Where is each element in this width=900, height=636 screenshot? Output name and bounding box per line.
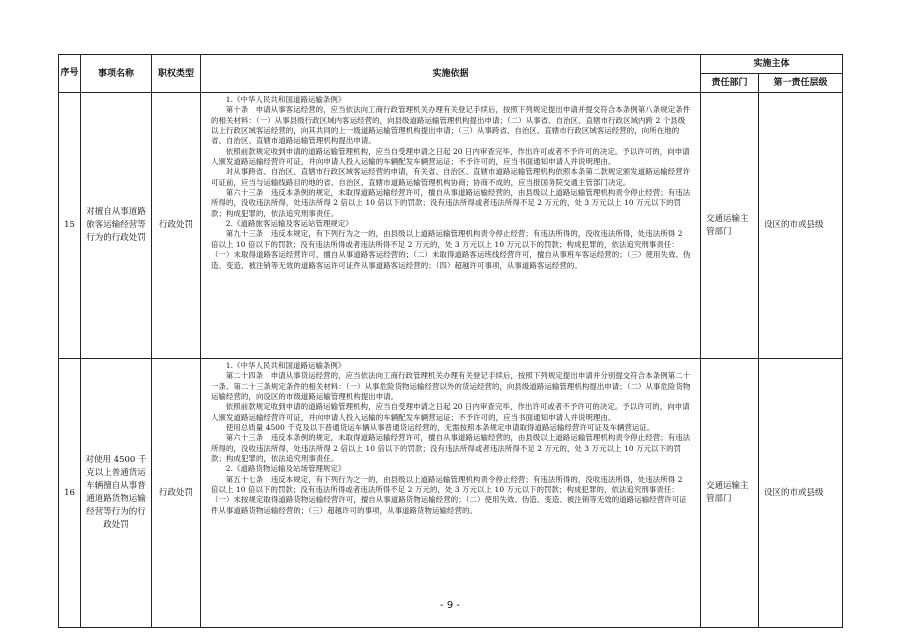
- row-no: 15: [59, 93, 81, 359]
- row-basis: [201, 93, 701, 359]
- basis-paragraph: 第二十四条 申请从事货运经营的，应当依法向工商行政管理机关办理有关登记手续后，按照下列规定提出申请并分别提交符合本条例第二十一条、第二十三条规定条件的相关材料：（一）从事危险货物运输经营以外的货运经营的，向县级道路运输管理机构提出申请；（二）从事危险货物运输经营的，向设区的市级道路运输管理机构提出申请。: [211, 371, 691, 402]
- row-level: 设区的市或县级: [759, 359, 843, 628]
- basis-paragraph: 2.《道路旅客运输及客运站管理规定》: [225, 219, 353, 229]
- basis-paragraph: 使用总质量 4500 千克及以下普通货运车辆从事普通货运经营的，无需按照本条规定申请取得道路运输经营许可证及车辆营运证。: [225, 423, 655, 433]
- table-row: [59, 93, 843, 359]
- header-level: 第一责任层级: [759, 74, 843, 93]
- header-type: 职权类型: [152, 55, 201, 93]
- row-name: 对擅自从事道路旅客运输经营等行为的行政处罚: [81, 93, 152, 359]
- basis-paragraph: 2.《道路货物运输及站场管理规定》: [225, 464, 346, 474]
- header-dept: 责任部门: [701, 74, 759, 93]
- basis-paragraph: 第九十三条 违反本规定，有下列行为之一的，由县级以上道路运输管理机构责令停止经营；有违法所得的，没收违法所得，处违法所得 2 倍以上 10 倍以下的罚款；没有违法所得或者违法所得不足 2 万元的，处 3 万元以上 10 万元以下的罚款；构成犯罪的，依法追究刑事责任：（一）未取得道路客运经营许可，擅自从事道路客运经营的；（二）未取得道路客运班线经营许可，擅自从事班车客运经营的；（三）使用失效、伪造、变造、被注销等无效的道路客运许可证件从事道路客运经营的；（四）超越许可事项，从事道路客运经营的。: [211, 229, 691, 270]
- basis-paragraph: 对从事跨省、自治区、直辖市行政区域客运经营的申请，有关省、自治区、直辖市道路运输管理机构依照本条第二款规定颁发道路运输经营许可证前，应当与运输线路目的地的省、自治区、直辖市道路运输管理机构协商；协商不成的，应当报国务院交通主管部门决定。: [211, 167, 691, 187]
- basis-paragraph: 1.《中华人民共和国道路运输条例》: [225, 95, 346, 104]
- header-no: 序号: [59, 55, 81, 93]
- row-no: 16: [59, 359, 81, 628]
- document-page: [58, 54, 842, 628]
- basis-paragraph: 1.《中华人民共和国道路运输条例》: [225, 361, 346, 370]
- basis-paragraph: 第六十三条 违反本条例的规定，未取得道路运输经营许可，擅自从事道路运输经营的，由县级以上道路运输管理机构责令停止经营；有违法所得的，没收违法所得，处违法所得 2 倍以上 10 倍以下的罚款；没有违法所得或者违法所得不足 2 万元的，处 3 万元以上 10 万元以下的罚款；构成犯罪的，依法追究刑事责任。: [211, 433, 691, 464]
- header-row-1: [59, 55, 843, 74]
- basis-paragraph: 第十条 申请从事客运经营的，应当依法向工商行政管理机关办理有关登记手续后，按照下列规定提出申请并提交符合本条例第八条规定条件的相关材料：（一）从事县级行政区域内客运经营的，向县级道路运输管理机构提出申请；（二）从事省、自治区、直辖市行政区域内跨 2 个县级以上行政区域客运经营的，向其共同的上一级道路运输管理机构提出申请；（三）从事跨省、自治区、直辖市行政区域客运经营的，向所在地的省、自治区、直辖市道路运输管理机构提出申请。: [211, 105, 691, 146]
- basis-paragraph: 依照前款规定收到申请的道路运输管理机构，应当自受理申请之日起 20 日内审查完毕，作出许可或者不予许可的决定。予以许可的，向申请人颁发道路运输经营许可证，并向申请人投入运输的车辆配发车辆营运证；不予许可的，应当书面通知申请人并说明理由。: [211, 402, 690, 422]
- table-row: [59, 359, 843, 628]
- basis-paragraph: 第六十三条 违反本条例的规定，未取得道路运输经营许可，擅自从事道路运输经营的，由县级以上道路运输管理机构责令停止经营；有违法所得的，没收违法所得，处违法所得 2 倍以上 10 倍以下的罚款；没有违法所得或者违法所得不足 2 万元的，处 3 万元以上 10 万元以下的罚款；构成犯罪的，依法追究刑事责任。: [211, 188, 691, 218]
- header-basis: 实施依据: [201, 55, 701, 93]
- row-dept: 交通运输主管部门: [701, 359, 759, 628]
- row-name: 对使用 4500 千克以上普通货运车辆擅自从事普通道路货物运输经营等行为的行政处罚: [81, 359, 152, 628]
- page-number: - 9 -: [440, 600, 460, 611]
- basis-paragraph: 第五十七条 违反本规定，有下列行为之一的，由县级以上道路运输管理机构责令停止经营；有违法所得的，没收违法所得，处违法所得 2 倍以上 10 倍以下的罚款；没有违法所得或者违法所得不足 2 万元的，处 3 万元以上 10 万元以下的罚款；构成犯罪的，依法追究刑事责任：（一）未按规定取得道路货物运输经营许可，擅自从事道路货物运输经营的；（二）使用失效、伪造、变造、被注销等无效的道路运输经营许可证件从事道路货物运输经营的；（三）超越许可的事项，从事道路货物运输经营的。: [211, 474, 687, 515]
- basis-paragraph: 依照前款规定收到申请的道路运输管理机构，应当自受理申请之日起 20 日内审查完毕，作出许可或者不予许可的决定。予以许可的，向申请人颁发道路运输经营许可证，并向申请人投入运输的车辆配发车辆营运证；不予许可的，应当书面通知申请人并说明理由。: [211, 146, 690, 167]
- header-name: 事项名称: [81, 55, 152, 93]
- matters-table: [58, 54, 843, 628]
- row-dept: 交通运输主管部门: [701, 93, 759, 359]
- row-type: 行政处罚: [152, 93, 201, 359]
- row-level: 设区的市或县级: [759, 93, 843, 359]
- row-basis: [201, 359, 701, 628]
- row-type: 行政处罚: [152, 359, 201, 628]
- header-subject: 实施主体: [701, 55, 843, 74]
